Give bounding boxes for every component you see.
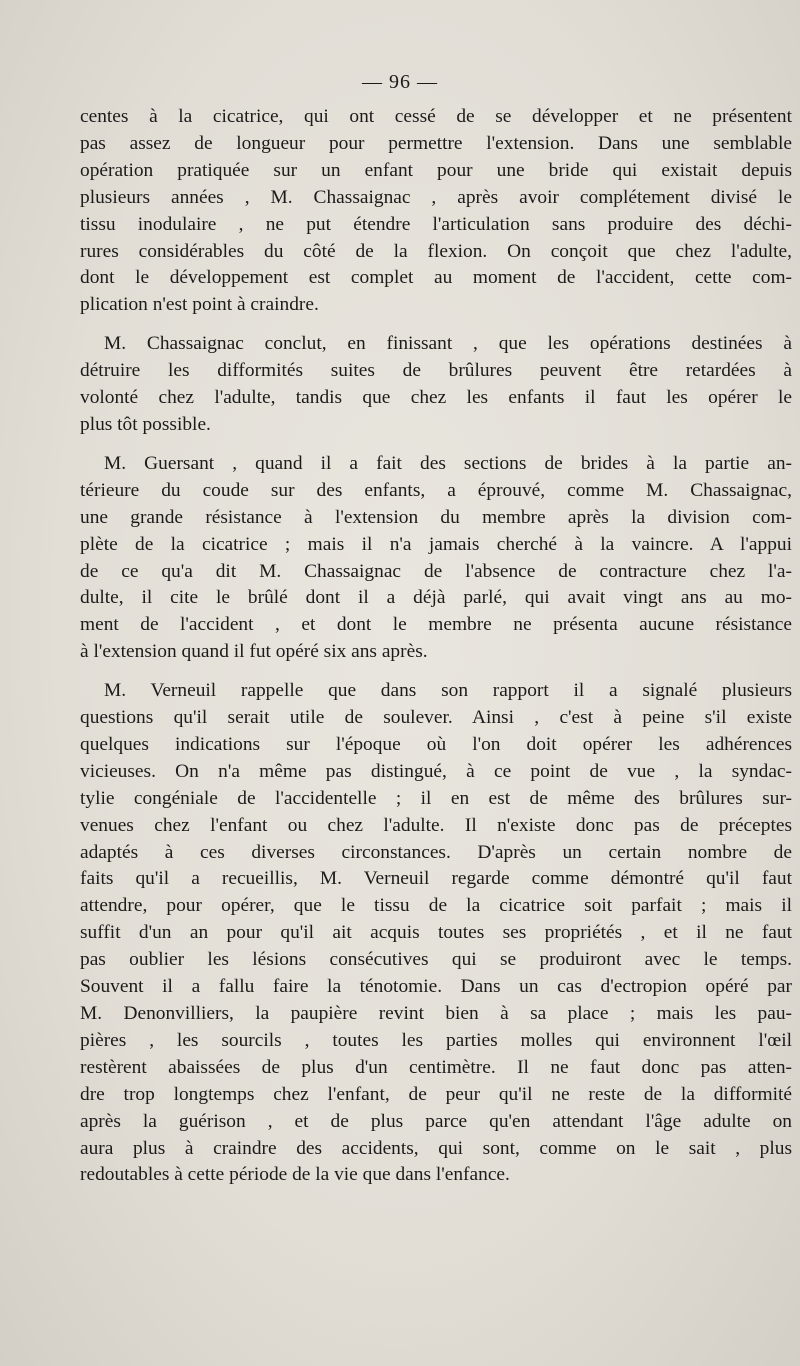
text-line: centes à la cicatrice, qui ont cessé de se développer et ne présentent (80, 106, 792, 127)
paragraph (80, 331, 792, 439)
text-line: M. Denonvilliers, la paupière revint bien à sa place ; mais les pau- (80, 1003, 792, 1024)
text-line: plus tôt possible. (80, 413, 211, 435)
body-text (80, 104, 792, 1201)
text-line: redoutables à cette période de la vie que dans l'enfance. (80, 1164, 510, 1186)
text-line: suffit d'un an pour qu'il ait acquis toutes ses propriétés , et il ne faut (80, 922, 792, 944)
text-line: dont le développement est complet au moment de l'accident, cette com- (80, 267, 792, 289)
text-line: une grande résistance à l'extension du membre après la division com- (80, 506, 792, 528)
text-line: de ce qu'a dit M. Chassaignac de l'absence de contracture chez l'a- (80, 560, 792, 582)
text-line: dre trop longtemps chez l'enfant, de peur qu'il ne reste de la difformité (80, 1083, 792, 1105)
text-line: dulte, il cite le brûlé dont il a déjà parlé, qui avait vingt ans au mo- (80, 587, 792, 609)
paragraph (80, 104, 792, 319)
text-line: quelques indications sur l'époque où l'on doit opérer les adhérences (80, 733, 792, 755)
text-line: faits qu'il a recueillis, M. Verneuil regarde comme démontré qu'il faut (80, 868, 792, 890)
text-line: attendre, pour opérer, que le tissu de la cicatrice soit parfait ; mais il (80, 895, 792, 917)
text-line: pas oublier les lésions consécutives qui se produiront avec le temps. (80, 949, 792, 971)
text-line: tissu inodulaire , ne put étendre l'articulation sans produire des déchi- (80, 213, 792, 235)
text-line: plète de la cicatrice ; mais il n'a jamais cherché à la vaincre. A l'appui (80, 533, 792, 555)
text-line: rures considérables du côté de la flexion. On conçoit que chez l'adulte, (80, 240, 792, 262)
text-line: pas assez de longueur pour permettre l'extension. Dans une semblable (80, 132, 792, 154)
text-line: opération pratiquée sur un enfant pour une bride qui existait depuis (80, 159, 792, 181)
text-line: plusieurs années , M. Chassaignac , après avoir complétement divisé le (80, 186, 792, 208)
paragraph (80, 678, 792, 1189)
page-number: — 96 — (362, 71, 438, 93)
text-line: aura plus à craindre des accidents, qui sont, comme on le sait , plus (80, 1137, 792, 1159)
text-line: térieure du coude sur des enfants, a éprouvé, comme M. Chassaignac, (80, 479, 792, 501)
text-line: questions qu'il serait utile de soulever. Ainsi , c'est à peine s'il existe (80, 707, 792, 729)
text-line: venues chez l'enfant ou chez l'adulte. Il n'existe donc pas de préceptes (80, 814, 792, 836)
text-line: M. Guersant , quand il a fait des sections de brides à la partie an- (104, 452, 792, 474)
text-line: volonté chez l'adulte, tandis que chez les enfants il faut les opérer le (80, 387, 792, 409)
text-line: détruire les difformités suites de brûlures peuvent être retardées à (80, 360, 792, 382)
text-line: M. Verneuil rappelle que dans son rapport il a signalé plusieurs (104, 680, 792, 702)
text-line: vicieuses. On n'a même pas distingué, à ce point de vue , la syndac- (80, 760, 792, 782)
text-line: tylie congéniale de l'accidentelle ; il en est de même des brûlures sur- (80, 787, 792, 809)
paragraph (80, 451, 792, 666)
text-line: ment de l'accident , et dont le membre ne présenta aucune résistance (80, 614, 792, 636)
text-line: M. Chassaignac conclut, en finissant , que les opérations destinées à (104, 333, 792, 355)
text-line: adaptés à ces diverses circonstances. D'après un certain nombre de (80, 841, 792, 863)
text-line: après la guérison , et de plus parce qu'en attendant l'âge adulte on (80, 1110, 792, 1132)
text-line: pières , les sourcils , toutes les parties molles qui environnent l'œil (80, 1029, 792, 1051)
text-line: restèrent abaissées de plus d'un centimètre. Il ne faut donc pas atten- (80, 1056, 792, 1078)
text-line: plication n'est point à craindre. (80, 294, 319, 316)
text-line: à l'extension quand il fut opéré six ans après. (80, 641, 428, 663)
text-line: Souvent il a fallu faire la ténotomie. Dans un cas d'ectropion opéré par (80, 976, 792, 998)
